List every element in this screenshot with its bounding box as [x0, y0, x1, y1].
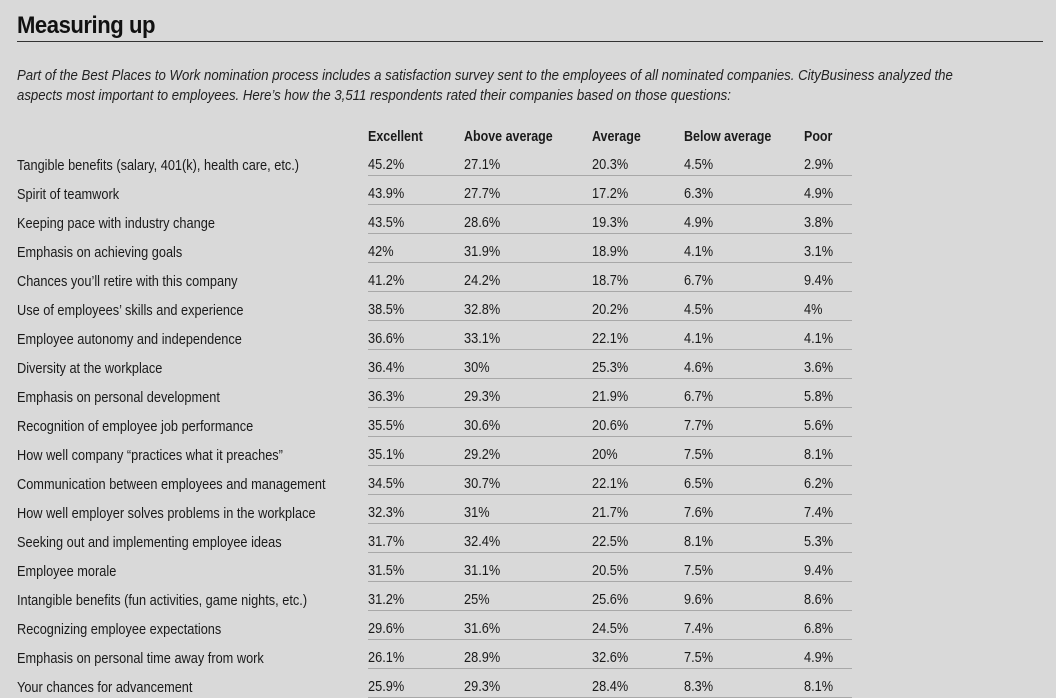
value-cell-below-average	[684, 669, 804, 698]
value-excellent: 42%	[367, 244, 394, 260]
value-cell-above-average	[464, 176, 592, 205]
table-row	[17, 292, 852, 321]
value-cell-below-average	[684, 263, 804, 292]
value-cell-poor	[804, 553, 852, 582]
value-cell-poor	[804, 205, 852, 234]
value-cell-below-average	[684, 321, 804, 350]
table-row	[17, 495, 852, 524]
row-label: Spirit of teamwork	[17, 186, 120, 203]
row-label: Chances you’ll retire with this company	[17, 273, 238, 290]
value-cell-excellent	[368, 350, 464, 379]
value-cell-poor	[804, 350, 852, 379]
value-excellent: 43.5%	[367, 215, 404, 231]
row-label-cell	[17, 176, 368, 205]
title-rule	[17, 41, 1043, 42]
row-label: Emphasis on personal development	[17, 389, 220, 406]
row-label-cell	[17, 350, 368, 379]
intro-line: Part of the Best Places to Work nomination process includes a satisfaction survey sent to the employees of all nominated companies. CityBusiness analyzed the	[17, 68, 953, 84]
value-above-average: 29.3%	[463, 679, 500, 695]
value-poor: 4.9%	[803, 186, 833, 202]
value-cell-poor	[804, 437, 852, 466]
value-cell-above-average	[464, 495, 592, 524]
table-row	[17, 205, 852, 234]
value-average: 18.7%	[591, 273, 628, 289]
column-header-above-average	[464, 121, 592, 147]
table-row	[17, 437, 852, 466]
value-cell-average	[592, 553, 684, 582]
row-label-cell	[17, 408, 368, 437]
row-label-cell	[17, 466, 368, 495]
value-cell-above-average	[464, 611, 592, 640]
value-cell-poor	[804, 408, 852, 437]
row-label-cell	[17, 292, 368, 321]
value-above-average: 27.7%	[463, 186, 500, 202]
value-cell-average	[592, 176, 684, 205]
value-average: 25.3%	[591, 360, 628, 376]
row-label: Emphasis on achieving goals	[17, 244, 183, 261]
value-below-average: 4.1%	[683, 331, 713, 347]
value-average: 20.5%	[591, 563, 628, 579]
value-cell-above-average	[464, 640, 592, 669]
row-label-cell	[17, 379, 368, 408]
value-below-average: 8.1%	[683, 534, 713, 550]
value-cell-poor	[804, 147, 852, 176]
row-label: Your chances for advancement	[17, 679, 193, 696]
value-cell-below-average	[684, 524, 804, 553]
table-row	[17, 640, 852, 669]
table-body	[17, 147, 852, 698]
value-cell-poor	[804, 176, 852, 205]
value-poor: 4.1%	[803, 331, 833, 347]
value-below-average: 7.6%	[683, 505, 713, 521]
row-label-cell	[17, 495, 368, 524]
value-cell-average	[592, 524, 684, 553]
value-below-average: 4.9%	[683, 215, 713, 231]
row-label: How well company “practices what it preaches”	[17, 447, 283, 464]
intro-line: aspects most important to employees. Here’s how the 3,511 respondents rated their companies based on those questions:	[17, 88, 731, 104]
value-cell-excellent	[368, 292, 464, 321]
survey-table	[17, 121, 852, 698]
value-cell-poor	[804, 669, 852, 698]
value-average: 20.3%	[591, 157, 628, 173]
value-cell-excellent	[368, 437, 464, 466]
row-label-cell	[17, 437, 368, 466]
value-cell-average	[592, 466, 684, 495]
value-above-average: 31.9%	[463, 244, 500, 260]
value-average: 19.3%	[591, 215, 628, 231]
value-cell-poor	[804, 263, 852, 292]
value-cell-excellent	[368, 321, 464, 350]
value-cell-above-average	[464, 350, 592, 379]
value-cell-below-average	[684, 640, 804, 669]
value-cell-excellent	[368, 234, 464, 263]
value-cell-excellent	[368, 205, 464, 234]
value-below-average: 7.7%	[683, 418, 713, 434]
value-below-average: 7.5%	[683, 563, 713, 579]
row-label: Keeping pace with industry change	[17, 215, 215, 232]
value-cell-poor	[804, 321, 852, 350]
value-average: 20.2%	[591, 302, 628, 318]
value-cell-above-average	[464, 379, 592, 408]
value-cell-below-average	[684, 234, 804, 263]
value-above-average: 29.2%	[463, 447, 500, 463]
value-cell-average	[592, 379, 684, 408]
value-cell-average	[592, 408, 684, 437]
table-row	[17, 669, 852, 698]
table-row	[17, 350, 852, 379]
value-below-average: 7.4%	[683, 621, 713, 637]
value-cell-above-average	[464, 147, 592, 176]
value-below-average: 6.7%	[683, 389, 713, 405]
table-row	[17, 553, 852, 582]
column-header-below-average	[684, 121, 804, 147]
value-cell-average	[592, 292, 684, 321]
value-above-average: 29.3%	[463, 389, 500, 405]
value-cell-below-average	[684, 408, 804, 437]
header-row	[17, 121, 852, 147]
value-cell-above-average	[464, 292, 592, 321]
value-cell-excellent	[368, 263, 464, 292]
row-label-cell	[17, 205, 368, 234]
value-cell-below-average	[684, 379, 804, 408]
row-label-cell	[17, 234, 368, 263]
value-poor: 7.4%	[803, 505, 833, 521]
value-cell-below-average	[684, 582, 804, 611]
value-below-average: 4.5%	[683, 157, 713, 173]
row-label: Diversity at the workplace	[17, 360, 163, 377]
value-poor: 4.9%	[803, 650, 833, 666]
value-cell-poor	[804, 292, 852, 321]
value-excellent: 45.2%	[367, 157, 404, 173]
column-header-label: Below average	[683, 129, 771, 145]
value-average: 20.6%	[591, 418, 628, 434]
intro-text	[17, 66, 953, 106]
value-cell-average	[592, 234, 684, 263]
value-cell-excellent	[368, 147, 464, 176]
value-excellent: 41.2%	[367, 273, 404, 289]
value-excellent: 36.6%	[367, 331, 404, 347]
value-average: 24.5%	[591, 621, 628, 637]
value-excellent: 31.5%	[367, 563, 404, 579]
value-below-average: 4.1%	[683, 244, 713, 260]
value-average: 17.2%	[591, 186, 628, 202]
value-cell-poor	[804, 524, 852, 553]
value-cell-below-average	[684, 205, 804, 234]
row-label: Seeking out and implementing employee ideas	[17, 534, 282, 551]
value-excellent: 35.5%	[367, 418, 404, 434]
value-poor: 8.1%	[803, 679, 833, 695]
value-below-average: 7.5%	[683, 447, 713, 463]
row-label-cell	[17, 611, 368, 640]
table-row	[17, 582, 852, 611]
value-cell-average	[592, 495, 684, 524]
value-cell-poor	[804, 495, 852, 524]
value-cell-average	[592, 263, 684, 292]
value-cell-average	[592, 437, 684, 466]
value-average: 32.6%	[591, 650, 628, 666]
table-row	[17, 611, 852, 640]
row-label-cell	[17, 524, 368, 553]
value-poor: 3.6%	[803, 360, 833, 376]
row-label: Intangible benefits (fun activities, game nights, etc.)	[17, 592, 308, 609]
value-below-average: 8.3%	[683, 679, 713, 695]
value-cell-above-average	[464, 234, 592, 263]
value-cell-excellent	[368, 379, 464, 408]
value-cell-below-average	[684, 466, 804, 495]
column-header-excellent	[368, 121, 464, 147]
value-excellent: 38.5%	[367, 302, 404, 318]
value-average: 22.5%	[591, 534, 628, 550]
value-above-average: 30.6%	[463, 418, 500, 434]
column-header-aspect	[17, 121, 368, 147]
value-poor: 3.8%	[803, 215, 833, 231]
value-below-average: 7.5%	[683, 650, 713, 666]
value-cell-above-average	[464, 669, 592, 698]
value-cell-poor	[804, 234, 852, 263]
value-excellent: 31.2%	[367, 592, 404, 608]
value-excellent: 36.3%	[367, 389, 404, 405]
value-cell-below-average	[684, 437, 804, 466]
value-above-average: 28.9%	[463, 650, 500, 666]
row-label: Recognition of employee job performance	[17, 418, 254, 435]
value-cell-above-average	[464, 205, 592, 234]
value-below-average: 4.5%	[683, 302, 713, 318]
table-row	[17, 379, 852, 408]
value-cell-excellent	[368, 640, 464, 669]
value-cell-below-average	[684, 350, 804, 379]
value-poor: 6.2%	[803, 476, 833, 492]
value-average: 21.9%	[591, 389, 628, 405]
value-poor: 4%	[803, 302, 823, 318]
value-below-average: 4.6%	[683, 360, 713, 376]
value-poor: 5.8%	[803, 389, 833, 405]
value-excellent: 31.7%	[367, 534, 404, 550]
row-label: Employee autonomy and independence	[17, 331, 242, 348]
value-cell-poor	[804, 611, 852, 640]
value-cell-excellent	[368, 582, 464, 611]
value-poor: 9.4%	[803, 563, 833, 579]
table-row	[17, 263, 852, 292]
value-above-average: 30%	[463, 360, 490, 376]
row-label-cell	[17, 321, 368, 350]
value-poor: 8.1%	[803, 447, 833, 463]
value-above-average: 33.1%	[463, 331, 500, 347]
value-cell-average	[592, 147, 684, 176]
row-label: Recognizing employee expectations	[17, 621, 222, 638]
table-row	[17, 234, 852, 263]
value-excellent: 25.9%	[367, 679, 404, 695]
value-excellent: 29.6%	[367, 621, 404, 637]
row-label-cell	[17, 147, 368, 176]
value-cell-excellent	[368, 176, 464, 205]
value-cell-average	[592, 350, 684, 379]
value-cell-poor	[804, 582, 852, 611]
value-cell-poor	[804, 640, 852, 669]
value-cell-average	[592, 669, 684, 698]
row-label: Communication between employees and management	[17, 476, 326, 493]
value-cell-below-average	[684, 292, 804, 321]
value-cell-above-average	[464, 263, 592, 292]
row-label: Use of employees’ skills and experience	[17, 302, 244, 319]
row-label: Employee morale	[17, 563, 117, 580]
value-below-average: 6.3%	[683, 186, 713, 202]
column-header-label: Poor	[803, 129, 833, 145]
value-cell-below-average	[684, 553, 804, 582]
value-cell-excellent	[368, 466, 464, 495]
value-cell-excellent	[368, 611, 464, 640]
value-below-average: 6.5%	[683, 476, 713, 492]
column-header-average	[592, 121, 684, 147]
value-poor: 6.8%	[803, 621, 833, 637]
table-row	[17, 408, 852, 437]
value-average: 21.7%	[591, 505, 628, 521]
value-cell-above-average	[464, 582, 592, 611]
value-poor: 5.6%	[803, 418, 833, 434]
table-row	[17, 176, 852, 205]
row-label: Tangible benefits (salary, 401(k), health care, etc.)	[17, 157, 300, 174]
row-label-cell	[17, 582, 368, 611]
column-header-label: Excellent	[367, 129, 423, 145]
value-cell-poor	[804, 466, 852, 495]
column-header-label: Average	[591, 129, 641, 145]
table-row	[17, 147, 852, 176]
value-above-average: 31.6%	[463, 621, 500, 637]
value-above-average: 32.8%	[463, 302, 500, 318]
row-label-cell	[17, 263, 368, 292]
page-title: Measuring up	[17, 12, 156, 39]
value-average: 20%	[591, 447, 618, 463]
value-cell-excellent	[368, 495, 464, 524]
row-label-cell	[17, 553, 368, 582]
value-cell-above-average	[464, 524, 592, 553]
value-average: 25.6%	[591, 592, 628, 608]
value-above-average: 27.1%	[463, 157, 500, 173]
value-above-average: 24.2%	[463, 273, 500, 289]
value-poor: 5.3%	[803, 534, 833, 550]
table-header	[17, 121, 852, 147]
value-excellent: 43.9%	[367, 186, 404, 202]
value-excellent: 34.5%	[367, 476, 404, 492]
table-row	[17, 466, 852, 495]
value-cell-excellent	[368, 553, 464, 582]
value-cell-excellent	[368, 669, 464, 698]
value-excellent: 26.1%	[367, 650, 404, 666]
value-poor: 9.4%	[803, 273, 833, 289]
row-label-cell	[17, 640, 368, 669]
value-below-average: 9.6%	[683, 592, 713, 608]
value-cell-average	[592, 321, 684, 350]
row-label: Emphasis on personal time away from work	[17, 650, 264, 667]
value-cell-average	[592, 582, 684, 611]
value-cell-below-average	[684, 176, 804, 205]
value-cell-excellent	[368, 408, 464, 437]
value-above-average: 25%	[463, 592, 490, 608]
value-below-average: 6.7%	[683, 273, 713, 289]
value-cell-above-average	[464, 553, 592, 582]
value-average: 28.4%	[591, 679, 628, 695]
value-cell-above-average	[464, 466, 592, 495]
value-average: 18.9%	[591, 244, 628, 260]
value-cell-below-average	[684, 495, 804, 524]
value-excellent: 35.1%	[367, 447, 404, 463]
value-cell-average	[592, 640, 684, 669]
table-row	[17, 321, 852, 350]
row-label-cell	[17, 669, 368, 698]
value-average: 22.1%	[591, 476, 628, 492]
value-cell-below-average	[684, 147, 804, 176]
value-cell-above-average	[464, 408, 592, 437]
row-label: How well employer solves problems in the workplace	[17, 505, 316, 522]
value-excellent: 32.3%	[367, 505, 404, 521]
value-cell-below-average	[684, 611, 804, 640]
column-header-label: Above average	[463, 129, 553, 145]
value-above-average: 32.4%	[463, 534, 500, 550]
column-header-poor	[804, 121, 852, 147]
value-cell-poor	[804, 379, 852, 408]
value-poor: 3.1%	[803, 244, 833, 260]
value-above-average: 31%	[463, 505, 490, 521]
value-cell-excellent	[368, 524, 464, 553]
value-poor: 2.9%	[803, 157, 833, 173]
value-cell-above-average	[464, 321, 592, 350]
value-average: 22.1%	[591, 331, 628, 347]
value-cell-above-average	[464, 437, 592, 466]
value-cell-average	[592, 205, 684, 234]
table-row	[17, 524, 852, 553]
value-above-average: 31.1%	[463, 563, 500, 579]
value-above-average: 30.7%	[463, 476, 500, 492]
value-cell-average	[592, 611, 684, 640]
value-above-average: 28.6%	[463, 215, 500, 231]
value-poor: 8.6%	[803, 592, 833, 608]
value-excellent: 36.4%	[367, 360, 404, 376]
